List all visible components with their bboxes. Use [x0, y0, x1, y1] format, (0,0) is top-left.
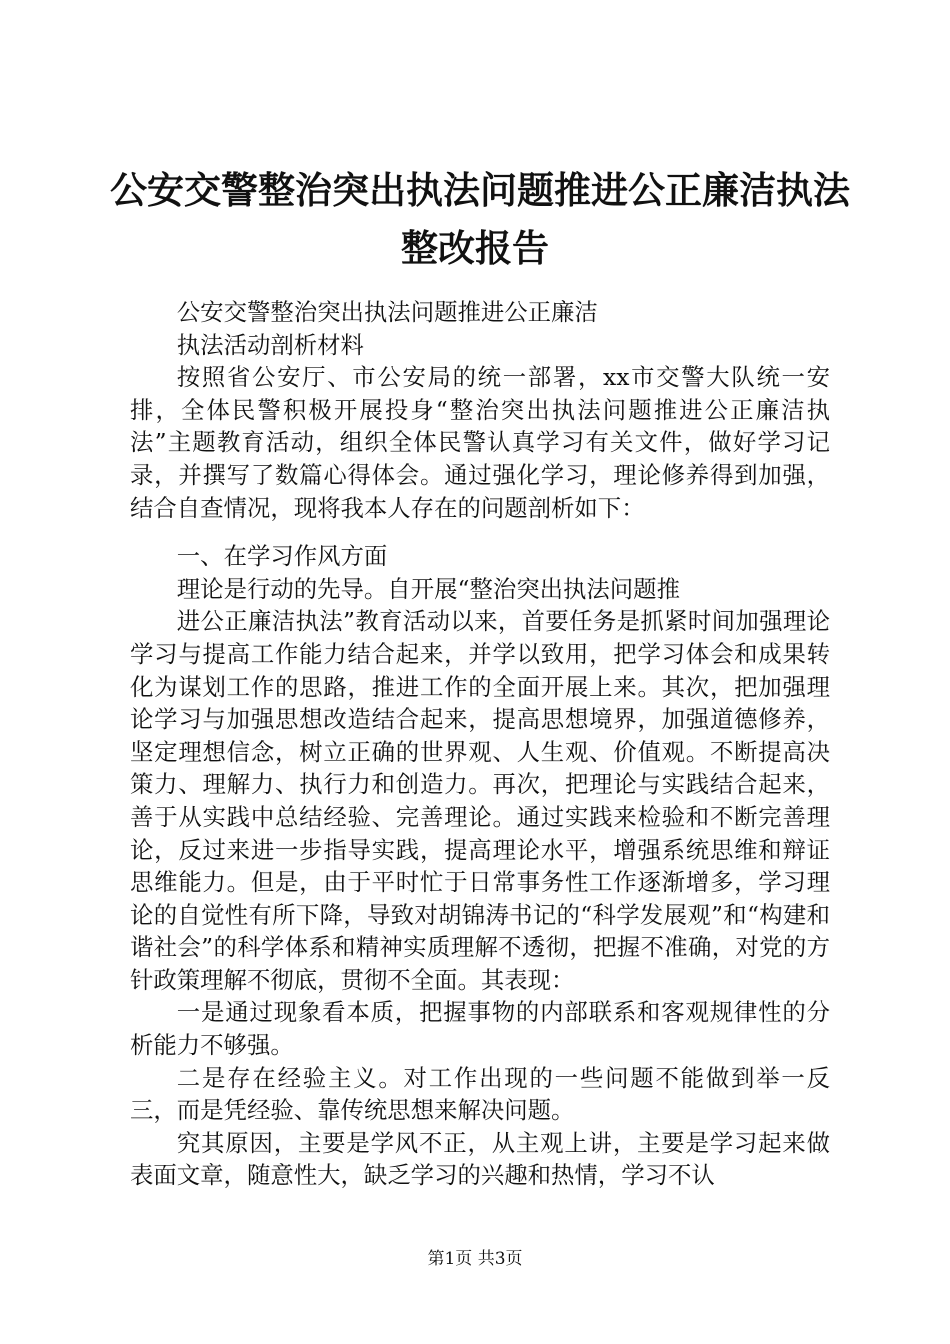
page-number: 第1页 共3页 [427, 1249, 523, 1269]
paragraph-intro: 按照省公安厅、市公安局的统一部署，xx市交警大队统一安排，全体民警积极开展投身“整治突出执法问题推进公正廉洁执法”主题教育活动，组织全体民警认真学习有关文件，做好学习记录，并撰写了数篇心得体会。通过强化学习，理论修养得到加强，结合自查情况，现将我本人存在的问题剖析如下： [130, 363, 830, 522]
section-heading: 一、在学习作风方面 [176, 542, 388, 571]
document-title: 公安交警整治突出执法问题推进公正廉洁执法 [110, 168, 850, 212]
paragraph-lead: 理论是行动的先导。自开展“整治突出执法问题推 [176, 574, 680, 603]
paragraph-cause: 究其原因，主要是学风不正，从主观上讲，主要是学习起来做表面文章，随意性大，缺乏学习的兴趣和热情，学习不认 [130, 1128, 830, 1190]
paragraph-main: 进公正廉洁执法”教育活动以来，首要任务是抓紧时间加强理论学习与提高工作能力结合起来，并学以致用，把学习体会和成果转化为谋划工作的思路，推进工作的全面开展上来。其次，把加强理论学习与加强思想改造结合起来，提高思想境界，加强道德修养，坚定理想信念，树立正确的世界观、人生观、价值观。不断提高决策力、理解力、执行力和创造力。再次，把理论与实践结合起来，善于从实践中总结经验、完善理论。通过实践来检验和不断完善理论，反过来进一步指导实践，提高理论水平，增强系统思维和辩证思维能力。但是，由于平时忙于日常事务性工作逐渐增多，学习理论的自觉性有所下降，导致对胡锦涛书记的“科学发展观”和“构建和谐社会”的科学体系和精神实质理解不透彻，把握不准确，对党的方针政策理解不彻底，贯彻不全面。其表现： [130, 607, 830, 994]
document-title-continued: 整改报告 [401, 226, 549, 270]
subtitle-line-2: 执法活动剖析材料 [176, 330, 364, 359]
subtitle-line-1: 公安交警整治突出执法问题推进公正廉洁 [176, 298, 598, 326]
document-body [130, 296, 830, 1192]
paragraph-point-2: 二是存在经验主义。对工作出现的一些问题不能做到举一反三，而是凭经验、靠传统思想来解决问题。 [130, 1063, 830, 1125]
paragraph-point-1: 一是通过现象看本质，把握事物的内部联系和客观规律性的分析能力不够强。 [130, 998, 830, 1060]
